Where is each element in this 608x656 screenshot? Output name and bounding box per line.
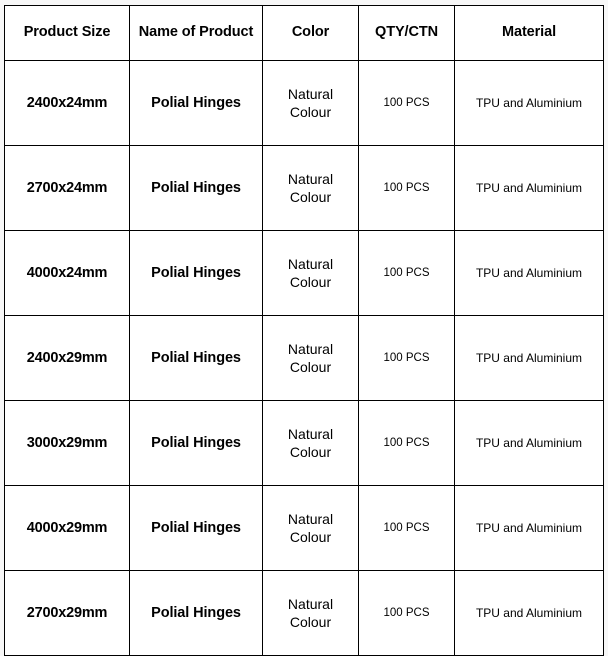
cell-product-size: 2700x24mm [5,146,130,231]
cell-product-name: Polial Hinges [130,401,263,486]
table-row [5,146,604,231]
cell-color: Natural Colour [263,486,359,571]
cell-material: TPU and Aluminium [455,61,604,146]
cell-product-size: 4000x24mm [5,231,130,316]
cell-qty-per-ctn: 100 PCS [359,401,455,486]
cell-color: Natural Colour [263,316,359,401]
cell-qty-per-ctn: 100 PCS [359,231,455,316]
cell-color: Natural Colour [263,146,359,231]
cell-qty-per-ctn: 100 PCS [359,146,455,231]
cell-qty-per-ctn: 100 PCS [359,571,455,656]
cell-material: TPU and Aluminium [455,231,604,316]
table-row [5,61,604,146]
cell-product-size: 3000x29mm [5,401,130,486]
column-header-product-size: Product Size [5,6,130,61]
cell-qty-per-ctn: 100 PCS [359,486,455,571]
cell-qty-per-ctn: 100 PCS [359,316,455,401]
table-row [5,401,604,486]
cell-product-size: 2400x29mm [5,316,130,401]
cell-material: TPU and Aluminium [455,401,604,486]
cell-material: TPU and Aluminium [455,571,604,656]
table-header [5,6,604,61]
table-row [5,486,604,571]
cell-color: Natural Colour [263,61,359,146]
cell-qty-per-ctn: 100 PCS [359,61,455,146]
cell-product-size: 4000x29mm [5,486,130,571]
table-header-row [5,6,604,61]
column-header-name-of-product: Name of Product [130,6,263,61]
column-header-color: Color [263,6,359,61]
cell-product-size: 2700x29mm [5,571,130,656]
cell-material: TPU and Aluminium [455,316,604,401]
cell-product-name: Polial Hinges [130,571,263,656]
table-row [5,316,604,401]
table-row [5,231,604,316]
cell-product-name: Polial Hinges [130,61,263,146]
cell-material: TPU and Aluminium [455,486,604,571]
cell-material: TPU and Aluminium [455,146,604,231]
cell-product-name: Polial Hinges [130,231,263,316]
column-header-material: Material [455,6,604,61]
cell-product-name: Polial Hinges [130,146,263,231]
cell-color: Natural Colour [263,231,359,316]
product-specification-table [4,5,604,656]
cell-color: Natural Colour [263,401,359,486]
cell-color: Natural Colour [263,571,359,656]
table-body [5,61,604,656]
cell-product-name: Polial Hinges [130,486,263,571]
column-header-qty-per-ctn: QTY/CTN [359,6,455,61]
cell-product-name: Polial Hinges [130,316,263,401]
table-row [5,571,604,656]
cell-product-size: 2400x24mm [5,61,130,146]
